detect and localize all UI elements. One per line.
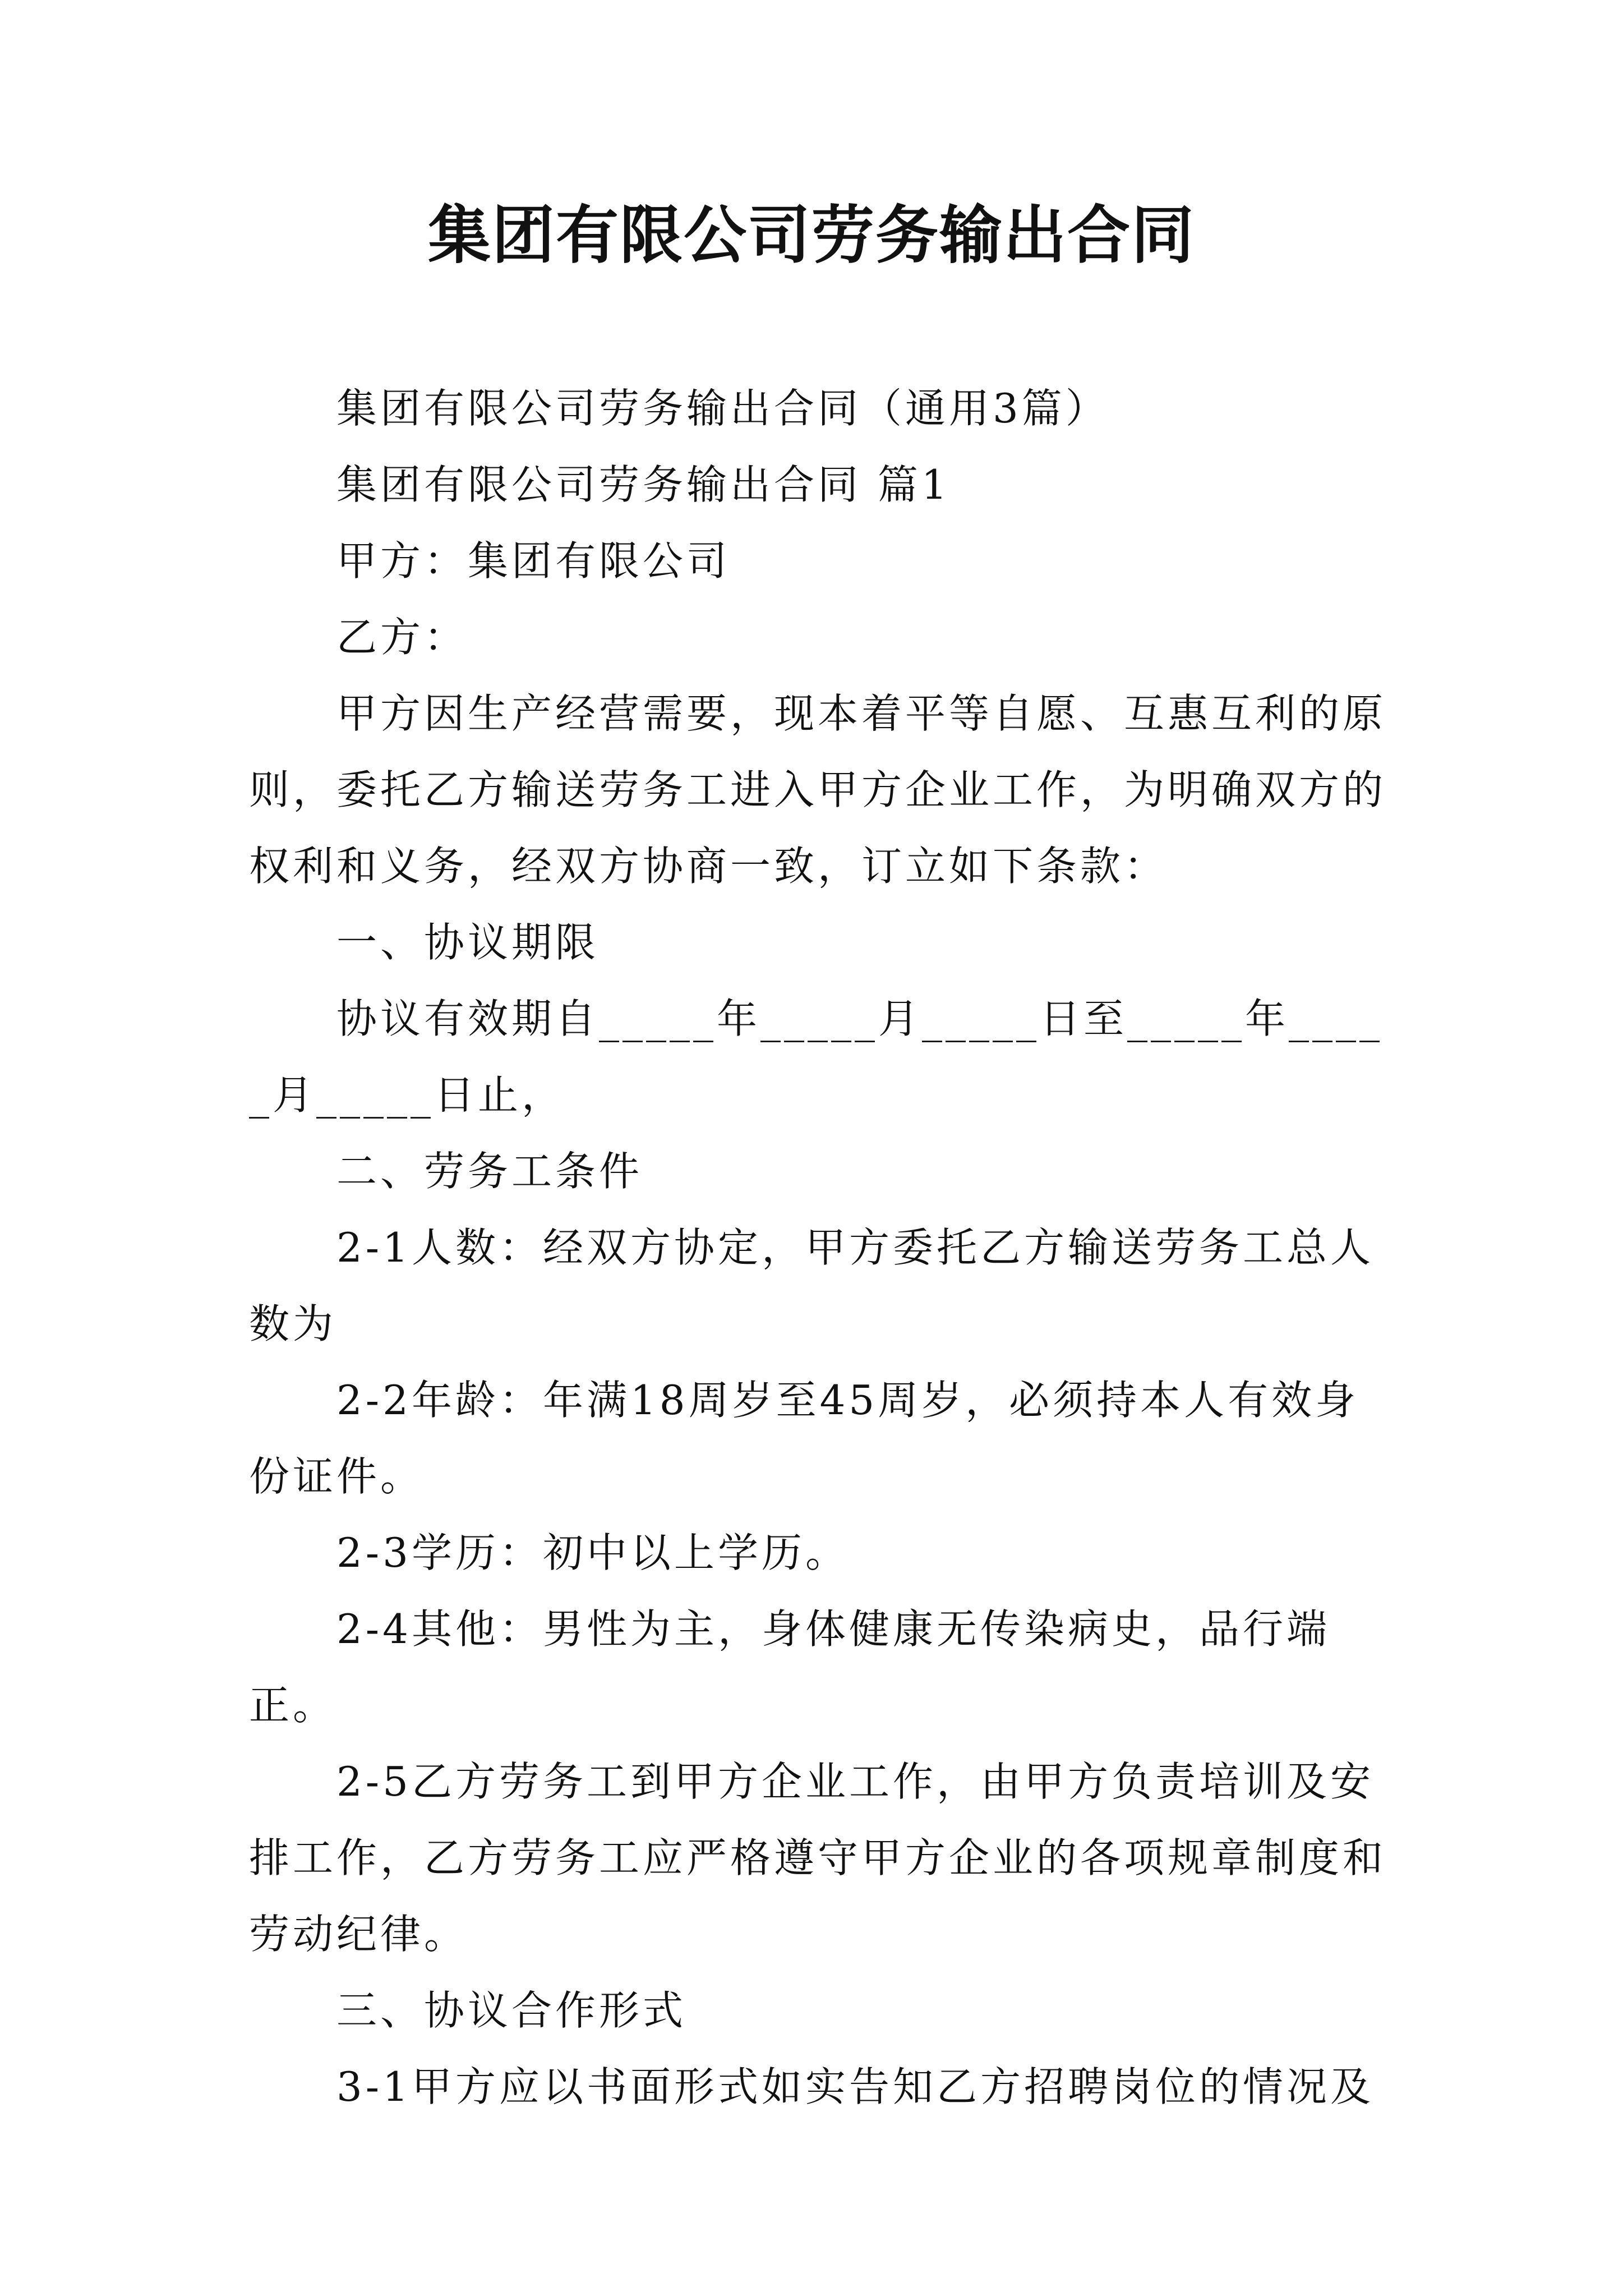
document-title: 集团有限公司劳务输出合同 <box>428 199 1195 272</box>
paragraph-heading-conditions: 二、劳务工条件 <box>336 1148 643 1195</box>
paragraph-clause-2-3: 2-3学历：初中以上学历。 <box>336 1529 849 1576</box>
paragraph-subtitle: 集团有限公司劳务输出合同（通用3篇） <box>336 385 1109 432</box>
paragraph-term-dates: 协议有效期自_____年_____月_____日至_____年_____月_____日止， <box>249 995 1384 1119</box>
paragraph-heading-cooperation: 三、协议合作形式 <box>336 1987 687 2034</box>
paragraph-clause-2-4: 2-4其他：男性为主，身体健康无传染病史，品行端正。 <box>249 1605 1330 1729</box>
paragraph-section-heading: 集团有限公司劳务输出合同 篇1 <box>336 461 951 508</box>
paragraph-clause-2-2: 2-2年龄：年满18周岁至45周岁，必须持本人有效身份证件。 <box>249 1377 1359 1500</box>
paragraph-party-b: 乙方： <box>336 614 468 661</box>
paragraph-heading-term: 一、协议期限 <box>336 919 600 966</box>
paragraph-clause-3-1: 3-1甲方应以书面形式如实告知乙方招聘岗位的情况及 <box>336 2063 1374 2110</box>
paragraph-clause-2-5: 2-5乙方劳务工到甲方企业工作，由甲方负责培训及安排工作，乙方劳务工应严格遵守甲方企业的各项规章制度和劳动纪律。 <box>249 1758 1387 1958</box>
paragraph-preamble: 甲方因生产经营需要，现本着平等自愿、互惠互利的原则，委托乙方输送劳务工进入甲方企业工作，为明确双方的权利和义务，经双方协商一致，订立如下条款： <box>249 690 1387 890</box>
paragraph-party-a: 甲方：集团有限公司 <box>336 537 731 585</box>
document-body <box>249 370 1387 2125</box>
paragraph-clause-2-1: 2-1人数：经双方协定，甲方委托乙方输送劳务工总人数为 <box>249 1224 1374 1347</box>
